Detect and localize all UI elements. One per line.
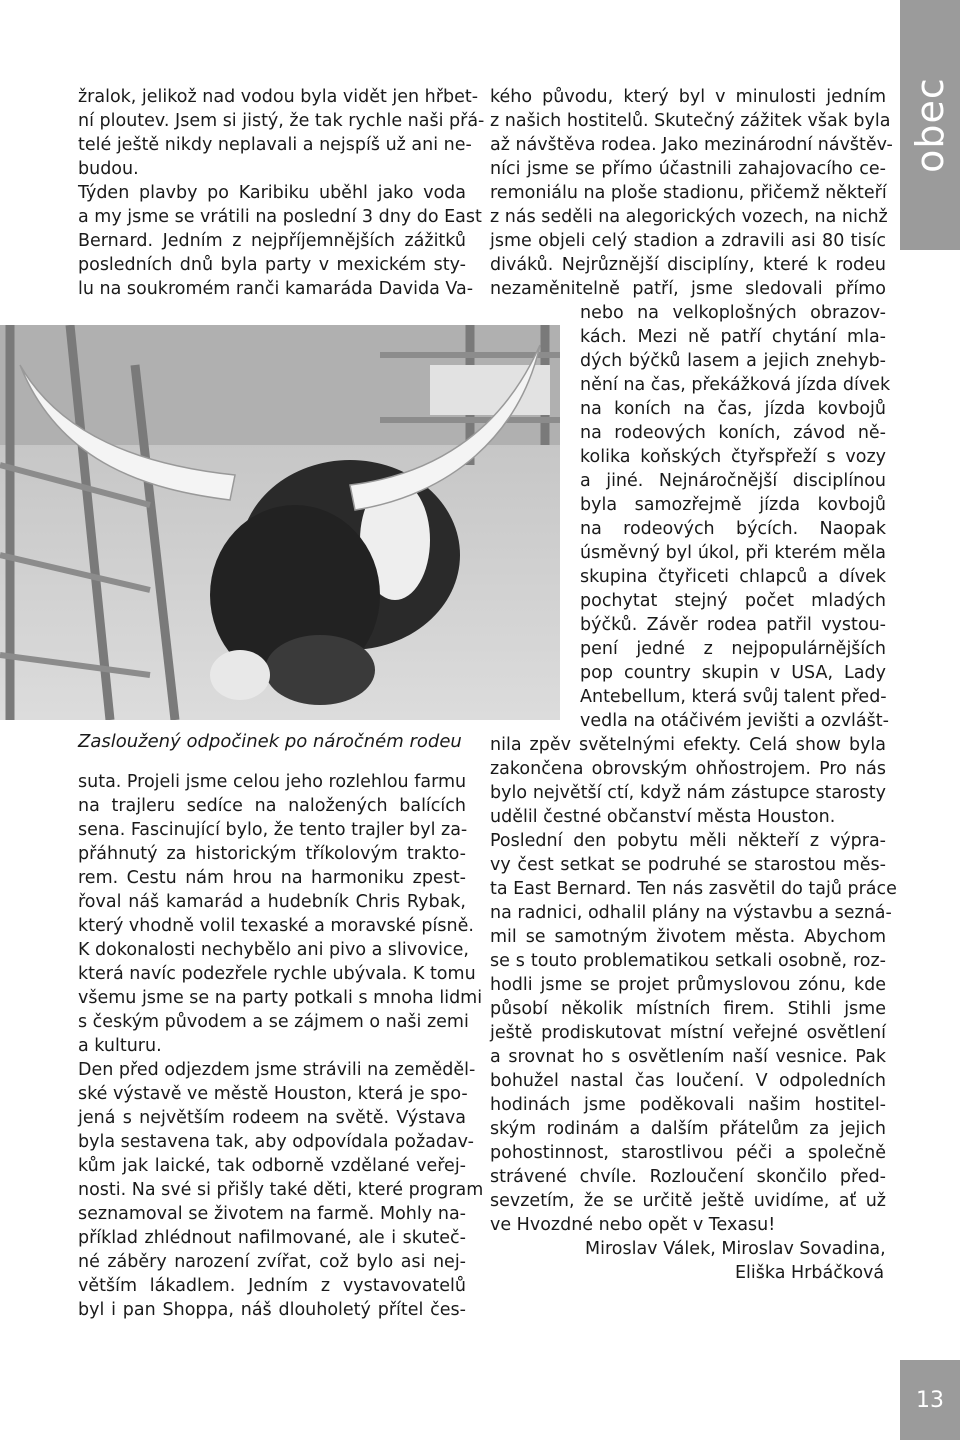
text-line: nila zpěv světelnými efekty. Celá show byla <box>490 735 886 755</box>
section-sidebar <box>900 0 960 1440</box>
page-number: 13 <box>900 1360 960 1440</box>
text-line: a my jsme se vrátili na poslední 3 dny do East <box>78 207 482 227</box>
text-line: pení jedné z nejpopulárnějších <box>580 639 886 659</box>
text-line: jená s největším rodeem na světě. Výstava <box>78 1108 466 1128</box>
text-line: pohostinnost, starostlivou péči a společně <box>490 1143 886 1163</box>
longhorn-photo <box>0 325 560 720</box>
text-line: Den před odjezdem jsme strávili na zeměděl- <box>78 1060 476 1080</box>
section-label: obec <box>908 77 952 173</box>
text-line: remoniálu na ploše stadionu, přičemž někteří <box>490 183 887 203</box>
text-line: pop country skupin v USA, Lady <box>580 663 886 683</box>
text-line: ta East Bernard. Ten nás zasvětil do tajů práce <box>490 879 897 899</box>
text-line: telé ještě nikdy neplavali a nejspíš už ani ne- <box>78 135 472 155</box>
text-line: Týden plavby po Karibiku uběhl jako voda <box>78 183 466 203</box>
text-line: seznamoval se životem na farmě. Mohly na- <box>78 1204 466 1224</box>
text-line: zakončena obrovským ohňostrojem. Pro nás <box>490 759 886 779</box>
text-line: lu na soukromém ranči kamaráda Davida Va- <box>78 279 474 299</box>
text-line: vedla na otáčivém jevišti a ozvlášt- <box>580 711 889 731</box>
text-line: mil se samotným životem města. Abychom <box>490 927 886 947</box>
text-line: diváků. Nejrůznější disciplíny, které k rodeu <box>490 255 886 275</box>
text-line: a srovnat ho s osvětlením naší vesnice. Pak <box>490 1047 886 1067</box>
text-line: se s touto problematikou setkali osobně, roz- <box>490 951 886 971</box>
text-line: udělil čestné občanství města Houston. <box>490 807 836 827</box>
photo-caption: Zasloužený odpočinek po náročném rodeu <box>78 731 462 752</box>
text-line: posledních dnů byla party v mexickém sty- <box>78 255 466 275</box>
text-line: na radnici, odhalil plány na výstavbu a sezná- <box>490 903 892 923</box>
text-line: působí několik místních firem. Stihli jsme <box>490 999 886 1019</box>
text-line: všemu jsme se na party potkali s mnoha lidmi <box>78 988 483 1008</box>
text-line: nosti. Na své si přišly také děti, které program <box>78 1180 484 1200</box>
text-line: a kulturu. <box>78 1036 162 1056</box>
text-line: býčků. Závěr rodea patřil vystou- <box>580 615 886 635</box>
text-line: hodli jsme se projet průmyslovou zónu, kde <box>490 975 886 995</box>
text-line: ské výstavě ve městě Houston, která je spo- <box>78 1084 468 1104</box>
text-line: a jiné. Nejnáročnější disciplínou <box>580 471 886 491</box>
text-line: přáhnutý za historickým tříkolovým trakto- <box>78 844 466 864</box>
text-line: byla sestavena tak, aby odpovídala požadav- <box>78 1132 474 1152</box>
text-line: ještě prodiskutovat místní veřejné osvětlení <box>490 1023 886 1043</box>
text-line: budou. <box>78 159 139 179</box>
text-line: jsme objeli celý stadion a zdravili asi 80 tisíc <box>490 231 886 251</box>
text-line: s českým původem a se zájmem o naši zemi <box>78 1012 469 1032</box>
text-line: skupina čtyřiceti chlapců a dívek <box>580 567 886 587</box>
text-line: strávené chvíle. Rozloučení skončilo před- <box>490 1167 886 1187</box>
text-line: na koních na čas, jízda kovbojů <box>580 399 886 419</box>
text-line: bylo největší ctí, když nám zástupce starosty <box>490 783 886 803</box>
text-line: né záběry narození zvířat, což bylo asi nej- <box>78 1252 466 1272</box>
text-line: kého původu, který byl v minulosti jedním <box>490 87 886 107</box>
text-line: sevzetím, že se určitě ještě uvidíme, ať už <box>490 1191 886 1211</box>
text-line: příklad zhlédnout nafilmované, ale i skuteč- <box>78 1228 466 1248</box>
text-line: na rodeových býcích. Naopak <box>580 519 886 539</box>
text-line: kolika koňských čtyřspřeží s vozy <box>580 447 886 467</box>
text-line: úsměvný byl úkol, při kterém měla <box>580 543 886 563</box>
text-line: řoval náš kamarád a hudebník Chris Rybak, <box>78 892 466 912</box>
text-line: Bernard. Jedním z nejpříjemnějších zážitků <box>78 231 466 251</box>
text-line: která navíc podezřele rychle ubývala. K tomu <box>78 964 476 984</box>
text-line: Poslední den pobytu měli někteří z výpra- <box>490 831 886 851</box>
text-line: na trajleru sedíce na naložených balících <box>78 796 466 816</box>
text-line: byla samozřejmě jízda kovbojů <box>580 495 886 515</box>
text-line: ní ploutev. Jsem si jistý, že tak rychle naši přá- <box>78 111 485 131</box>
text-line: větším lákadlem. Jedním z vystavovatelů <box>78 1276 466 1296</box>
text-line: pochytat stejný počet mladých <box>580 591 886 611</box>
text-line: rem. Cestu nám hrou na harmoniku zpest- <box>78 868 466 888</box>
text-line: suta. Projeli jsme celou jeho rozlehlou farmu <box>78 772 467 792</box>
text-line: který vhodně volil texaské a moravské písně. <box>78 916 474 936</box>
text-line: sena. Fascinující bylo, že tento trajler byl za- <box>78 820 468 840</box>
text-line: vy čest setkat se podruhé se starostou měs- <box>490 855 886 875</box>
section-tab <box>900 0 960 250</box>
text-line: níci jsme se přímo účastnili zahajovacího ce- <box>490 159 886 179</box>
text-line: hodinách jsme poděkovali našim hostitel- <box>490 1095 886 1115</box>
text-line: z našich hostitelů. Skutečný zážitek však byla <box>490 111 891 131</box>
text-line: kách. Mezi ně patří chytání mla- <box>580 327 886 347</box>
text-line: dých býčků lasem a jejich znehyb- <box>580 351 886 371</box>
text-line: z nás seděli na alegorických vozech, na nichž <box>490 207 888 227</box>
text-line: bohužel nastal čas loučení. V odpoledních <box>490 1071 886 1091</box>
text-line: Antebellum, která svůj talent před- <box>580 687 887 707</box>
text-line: nění na čas, překážková jízda dívek <box>580 375 891 395</box>
text-line: K dokonalosti nechybělo ani pivo a slivovice, <box>78 940 469 960</box>
longhorn-bull-illustration <box>0 325 560 720</box>
text-line: ským rodinám a dalším přátelům za jejich <box>490 1119 886 1139</box>
text-line: na rodeových koních, závod ně- <box>580 423 886 443</box>
author-signature: Miroslav Válek, Miroslav Sovadina, <box>585 1239 886 1259</box>
text-line: kům jak laické, tak odborně vzdělané veřej- <box>78 1156 466 1176</box>
author-signature: Eliška Hrbáčková <box>735 1263 885 1283</box>
text-line: až návštěva rodea. Jako mezinárodní návštěv- <box>490 135 893 155</box>
text-line: nebo na velkoplošných obrazov- <box>580 303 886 323</box>
text-line: nezaměnitelně patří, jsme sledovali přímo <box>490 279 886 299</box>
text-line: žralok, jelikož nad vodou byla vidět jen hřbet- <box>78 87 479 107</box>
text-line: ve Hvozdné nebo opět v Texasu! <box>490 1215 776 1235</box>
text-line: byl i pan Shoppa, náš dlouholetý přítel čes- <box>78 1300 466 1320</box>
